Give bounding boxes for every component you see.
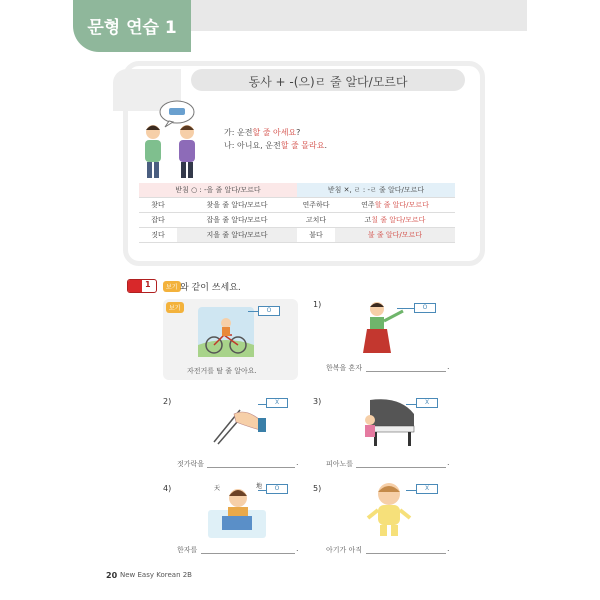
item-prompt: 한복을 혼자 [326, 364, 363, 372]
form-cell: 연주할 줄 알다/모르다 [335, 198, 455, 213]
form-cell: 잡을 줄 알다/모르다 [177, 213, 297, 228]
verb-cell: 짓다 [139, 228, 177, 243]
period: . [447, 544, 450, 553]
answer-check-box: O [258, 306, 280, 316]
answer-blank[interactable] [366, 371, 446, 372]
dialog-line-na: 나: 아니요, 운전할 줄 몰라요. [224, 141, 327, 150]
item-prompt: 아기가 아직 [326, 546, 363, 554]
grammar-title: 동사 + -(으)ㄹ 줄 알다/모르다 [248, 75, 408, 89]
item-number: 2) [163, 397, 172, 406]
answer-check-box: O [266, 484, 288, 494]
table-header-batchim: 받침 ○ : -을 줄 알다/모르다 [139, 183, 297, 198]
conjugation-table [139, 183, 455, 243]
item-number: 1) [313, 300, 322, 309]
exercise-instruction: 와 같이 쓰세요. [180, 283, 241, 293]
exercise-number: 1 [145, 280, 151, 289]
answer-blank[interactable] [201, 553, 295, 554]
exercise-badge-accent [128, 280, 142, 292]
period: . [447, 458, 450, 467]
item-prompt: 피아노를 [326, 460, 354, 468]
answer-blank[interactable] [366, 553, 446, 554]
header-bar [188, 0, 527, 31]
table-row [139, 213, 455, 228]
check-leader [248, 311, 258, 312]
answer-check-box: X [266, 398, 288, 408]
hanbok-woman-illustration [357, 297, 405, 355]
form-cell: 불 줄 알다/모르다 [335, 228, 455, 243]
svg-text:地: 地 [256, 483, 263, 490]
answer-check-box: X [416, 398, 438, 408]
dialog-line-ga: 가: 운전할 줄 아세요? [224, 128, 301, 137]
form-cell: 고칠 줄 알다/모르다 [335, 213, 455, 228]
item-number: 3) [313, 397, 322, 406]
answer-check-box: O [414, 303, 436, 313]
item-number: 5) [313, 484, 322, 493]
item-prompt: 젓가락을 [177, 460, 205, 468]
section-title: 문형 연습 1 [87, 18, 177, 38]
chopsticks-hand-illustration [210, 400, 266, 446]
item-number: 4) [163, 484, 172, 493]
period: . [296, 458, 299, 467]
verb-cell: 찾다 [139, 198, 177, 213]
bicycle-illustration [198, 307, 254, 357]
two-people-illustration [135, 100, 215, 180]
period: . [447, 362, 450, 371]
example-tag: 보기 [163, 281, 181, 292]
table-row [139, 198, 455, 213]
table-row [139, 228, 455, 243]
verb-cell: 연주하다 [297, 198, 335, 213]
table-header-row [139, 183, 455, 198]
form-cell: 찾을 줄 알다/모르다 [177, 198, 297, 213]
svg-text:天: 天 [214, 485, 221, 492]
verb-cell: 고치다 [297, 213, 335, 228]
page-number: 20 [106, 571, 118, 580]
form-cell: 지을 줄 알다/모르다 [177, 228, 297, 243]
answer-blank[interactable] [356, 467, 446, 468]
answer-check-box: X [416, 484, 438, 494]
answer-blank[interactable] [207, 467, 295, 468]
verb-cell: 불다 [297, 228, 335, 243]
example-box-tag: 보기 [166, 302, 184, 313]
book-title: New Easy Korean 2B [120, 571, 192, 579]
baby-illustration [364, 480, 414, 538]
table-header-no-batchim: 받침 ✕, ㄹ : -ㄹ 줄 알다/모르다 [297, 183, 455, 198]
period: . [296, 544, 299, 553]
item-prompt: 한자를 [177, 546, 198, 554]
hanja-reading-illustration [208, 480, 266, 538]
example-sentence: 자전거를 탈 줄 알아요. [187, 367, 257, 375]
verb-cell: 잡다 [139, 213, 177, 228]
